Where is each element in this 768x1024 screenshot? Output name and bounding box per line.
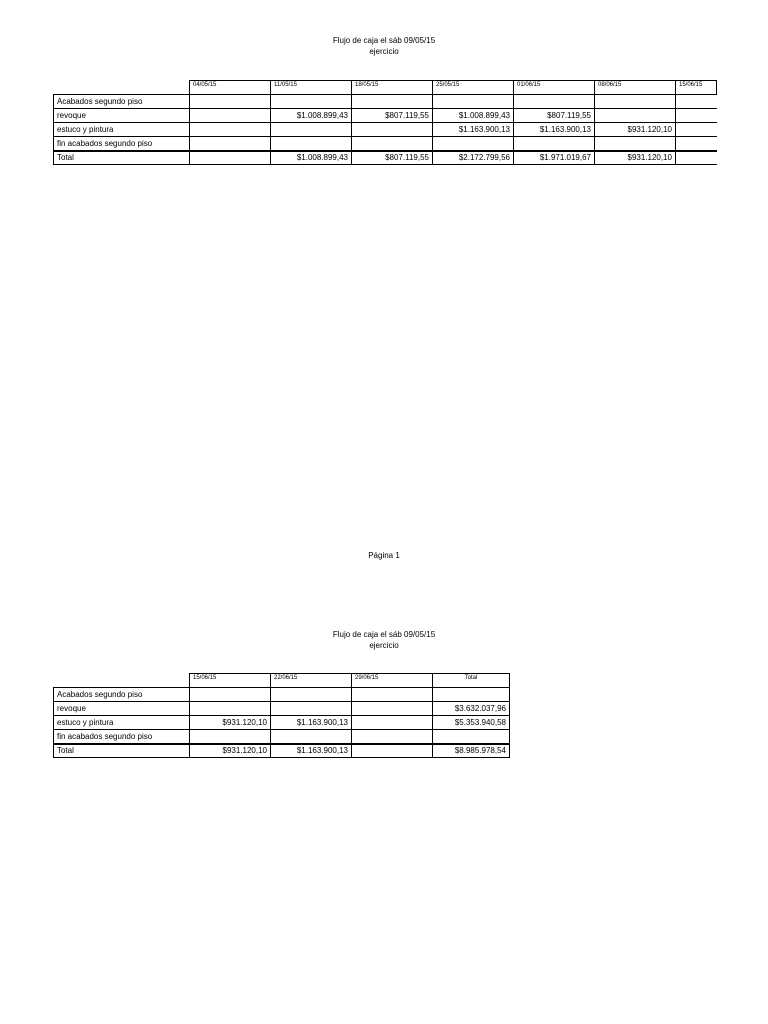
table-row — [54, 730, 510, 744]
value-cell — [190, 109, 271, 123]
total-row — [54, 151, 717, 165]
date-header: 29/06/15 — [352, 674, 433, 688]
value-cell: $807.119,55 — [514, 109, 595, 123]
cash-flow-table-page-1 — [53, 80, 717, 165]
value-cell — [595, 109, 676, 123]
date-header: 15/06/15 — [190, 674, 271, 688]
row-label: estuco y pintura — [54, 123, 190, 137]
value-cell — [352, 716, 433, 730]
date-header: 15/06/15 — [676, 81, 717, 95]
value-cell — [433, 730, 510, 744]
value-cell — [271, 702, 352, 716]
row-label-group: Acabados segundo piso — [54, 95, 190, 109]
value-cell — [190, 123, 271, 137]
report-header-page-2 — [0, 629, 768, 651]
date-header: 25/05/15 — [433, 81, 514, 95]
total-cell — [190, 151, 271, 165]
total-cell: $1.971.019,67 — [514, 151, 595, 165]
total-cell: $931.120,10 — [190, 744, 271, 758]
date-header: 11/05/15 — [271, 81, 352, 95]
value-cell: $1.008.899,43 — [271, 109, 352, 123]
table-row — [54, 109, 717, 123]
value-cell: $5.353.940,58 — [433, 716, 510, 730]
value-cell — [676, 137, 717, 151]
total-cell: $807.119,55 — [352, 151, 433, 165]
value-cell — [190, 730, 271, 744]
total-cell: $1.163.900,13 — [271, 744, 352, 758]
value-cell — [433, 137, 514, 151]
value-cell: $807.119,55 — [352, 109, 433, 123]
page-number: Página 1 — [368, 551, 400, 560]
value-cell — [271, 123, 352, 137]
value-cell — [676, 123, 717, 137]
date-header: 18/05/15 — [352, 81, 433, 95]
row-label: revoque — [54, 702, 190, 716]
table-row — [54, 137, 717, 151]
table-row — [54, 702, 510, 716]
total-cell — [676, 151, 717, 165]
date-header: 01/06/15 — [514, 81, 595, 95]
date-header: 22/06/15 — [271, 674, 352, 688]
value-cell: $1.163.900,13 — [433, 123, 514, 137]
row-label-group: Acabados segundo piso — [54, 688, 190, 702]
total-cell: $1.008.899,43 — [271, 151, 352, 165]
total-cell: $8.985.978,54 — [433, 744, 510, 758]
value-cell: $1.163.900,13 — [271, 716, 352, 730]
table-row — [54, 123, 717, 137]
row-label: fin acabados segundo piso — [54, 137, 190, 151]
report-subtitle: ejercicio — [369, 47, 399, 56]
value-cell — [352, 702, 433, 716]
total-row — [54, 744, 510, 758]
table-row — [54, 716, 510, 730]
report-header-page-1 — [0, 35, 768, 57]
value-cell — [271, 137, 352, 151]
value-cell — [190, 702, 271, 716]
row-label: fin acabados segundo piso — [54, 730, 190, 744]
value-cell — [514, 137, 595, 151]
value-cell — [595, 137, 676, 151]
date-header-row — [54, 81, 717, 95]
date-header-row — [54, 674, 510, 688]
total-label: Total — [54, 151, 190, 165]
report-title: Flujo de caja el sáb 09/05/15 — [332, 630, 436, 639]
report-title: Flujo de caja el sáb 09/05/15 — [332, 36, 436, 45]
cash-flow-table-page-2 — [53, 673, 510, 758]
total-label: Total — [54, 744, 190, 758]
value-cell: $931.120,10 — [190, 716, 271, 730]
value-cell — [271, 730, 352, 744]
value-cell: $3.632.037,96 — [433, 702, 510, 716]
date-header: 08/06/15 — [595, 81, 676, 95]
value-cell — [352, 137, 433, 151]
total-cell: $2.172.799,56 — [433, 151, 514, 165]
value-cell — [190, 137, 271, 151]
row-label: revoque — [54, 109, 190, 123]
date-header: 04/05/15 — [190, 81, 271, 95]
total-cell: $931.120,10 — [595, 151, 676, 165]
total-cell — [352, 744, 433, 758]
report-subtitle: ejercicio — [369, 641, 399, 650]
table-row — [54, 688, 510, 702]
value-cell: $1.163.900,13 — [514, 123, 595, 137]
row-label: estuco y pintura — [54, 716, 190, 730]
table-row — [54, 95, 717, 109]
value-cell — [352, 730, 433, 744]
total-column-header: Total — [433, 674, 510, 688]
value-cell: $1.008.899,43 — [433, 109, 514, 123]
value-cell: $931.120,10 — [595, 123, 676, 137]
value-cell — [676, 109, 717, 123]
value-cell — [352, 123, 433, 137]
